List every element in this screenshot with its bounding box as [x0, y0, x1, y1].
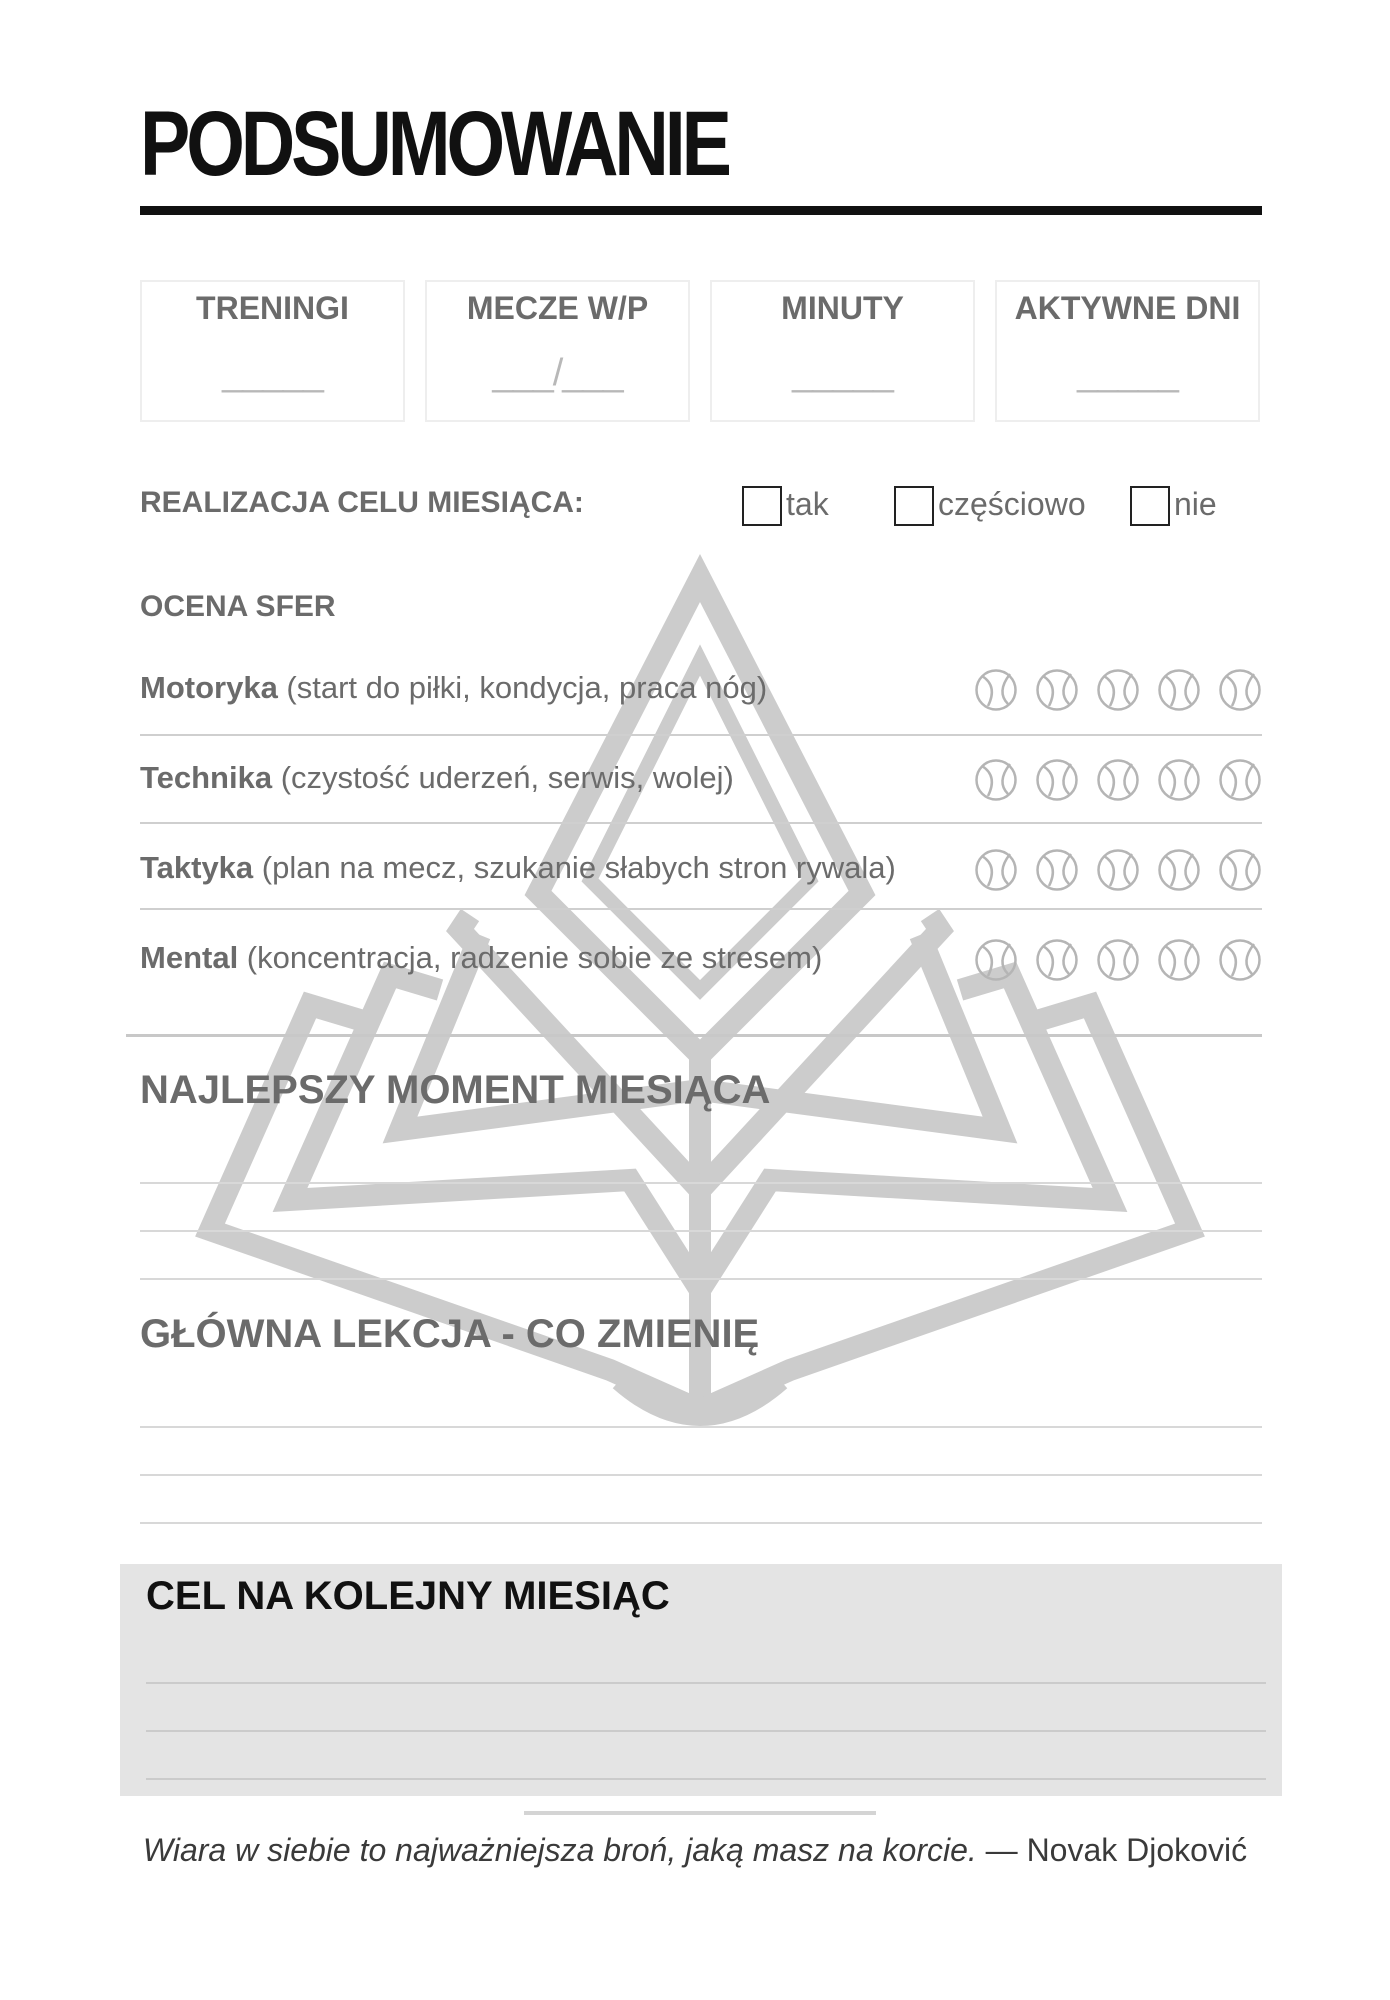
sphere-name: Technika: [140, 760, 273, 795]
stat-label: TRENINGI: [196, 290, 349, 326]
write-line[interactable]: [140, 1278, 1262, 1280]
checkbox-tak[interactable]: [742, 486, 782, 526]
stat-label: MECZE W/P: [466, 290, 649, 326]
tennis-ball-icon[interactable]: [974, 758, 1018, 802]
tennis-ball-icon[interactable]: [1157, 668, 1201, 712]
tennis-ball-icon[interactable]: [1218, 758, 1262, 802]
tennis-ball-icon[interactable]: [1096, 848, 1140, 892]
write-line[interactable]: [146, 1778, 1266, 1780]
tennis-ball-icon[interactable]: [1035, 758, 1079, 802]
tennis-ball-icon[interactable]: [1218, 668, 1262, 712]
tennis-ball-icon[interactable]: [1157, 938, 1201, 982]
sphere-text: [140, 760, 734, 796]
rating-balls: [957, 848, 1262, 892]
sphere-desc: (start do piłki, kondycja, praca nóg): [277, 670, 768, 705]
sphere-name: Motoryka: [140, 670, 278, 705]
quote-divider: [524, 1811, 876, 1815]
rating-balls: [957, 938, 1262, 982]
quote: [0, 1832, 1390, 1869]
stat-label: MINUTY: [781, 290, 904, 326]
stat-blank: _____: [222, 352, 323, 394]
write-line[interactable]: [146, 1730, 1266, 1732]
checkbox-label-nie: nie: [1174, 486, 1217, 522]
rating-balls: [957, 668, 1262, 712]
sphere-text: [140, 850, 896, 886]
tennis-ball-icon[interactable]: [1218, 938, 1262, 982]
checkbox-label-czesciowo: częściowo: [938, 486, 1086, 522]
main-lesson-heading: GŁÓWNA LEKCJA - CO ZMIENIĘ: [140, 1312, 760, 1356]
tennis-ball-icon[interactable]: [1218, 848, 1262, 892]
tennis-ball-icon[interactable]: [1096, 938, 1140, 982]
sphere-desc: (czystość uderzeń, serwis, wolej): [272, 760, 734, 795]
write-line[interactable]: [140, 1182, 1262, 1184]
write-line[interactable]: [140, 1522, 1262, 1524]
checkbox-label-tak: tak: [786, 486, 829, 522]
best-moment-heading: NAJLEPSZY MOMENT MIESIĄCA: [140, 1068, 771, 1112]
write-line[interactable]: [146, 1682, 1266, 1684]
sphere-text: [140, 670, 767, 706]
sphere-desc: (koncentracja, radzenie sobie ze stresem): [238, 940, 823, 975]
write-line[interactable]: [140, 1230, 1262, 1232]
title-divider: [140, 206, 1262, 215]
sphere-row-technika: [140, 732, 1262, 822]
sphere-row-motoryka: [140, 642, 1262, 732]
stat-box-mecze[interactable]: [425, 280, 690, 422]
stat-blank: _____: [792, 352, 893, 394]
quote-text: Wiara w siebie to najważniejsza broń, jaką masz na korcie.: [142, 1832, 977, 1868]
checkbox-nie[interactable]: [1130, 486, 1170, 526]
stat-blank: _____: [1077, 352, 1178, 394]
quote-author: — Novak Djoković: [976, 1832, 1248, 1868]
goal-realization-label: REALIZACJA CELU MIESIĄCA:: [140, 486, 584, 519]
tennis-ball-icon[interactable]: [974, 848, 1018, 892]
spheres-heading: OCENA SFER: [140, 590, 336, 623]
tennis-ball-icon[interactable]: [1096, 758, 1140, 802]
tennis-ball-icon[interactable]: [974, 938, 1018, 982]
section-divider: [126, 1034, 1262, 1037]
sphere-desc: (plan na mecz, szukanie słabych stron rywala): [253, 850, 896, 885]
stat-box-treningi[interactable]: [140, 280, 405, 422]
sphere-row-mental: [140, 912, 1262, 1002]
sphere-name: Taktyka: [140, 850, 254, 885]
rating-balls: [957, 758, 1262, 802]
stat-box-minuty[interactable]: [710, 280, 975, 422]
sphere-text: [140, 940, 822, 976]
checkbox-czesciowo[interactable]: [894, 486, 934, 526]
tennis-ball-icon[interactable]: [974, 668, 1018, 712]
tennis-ball-icon[interactable]: [1096, 668, 1140, 712]
tennis-ball-icon[interactable]: [1157, 758, 1201, 802]
next-goal-heading: CEL NA KOLEJNY MIESIĄC: [146, 1574, 670, 1618]
row-divider: [140, 908, 1262, 910]
stat-box-aktywne-dni[interactable]: [995, 280, 1260, 422]
write-line[interactable]: [140, 1426, 1262, 1428]
stat-blank: ___/___: [492, 352, 623, 394]
tennis-ball-icon[interactable]: [1035, 938, 1079, 982]
tennis-ball-icon[interactable]: [1035, 668, 1079, 712]
sphere-row-taktyka: [140, 822, 1262, 912]
write-line[interactable]: [140, 1474, 1262, 1476]
tennis-ball-icon[interactable]: [1035, 848, 1079, 892]
next-goal-panel: [120, 1564, 1282, 1796]
sphere-name: Mental: [140, 940, 239, 975]
stat-label: AKTYWNE DNI: [1014, 290, 1241, 326]
page-title: PODSUMOWANIE: [140, 93, 728, 195]
tennis-ball-icon[interactable]: [1157, 848, 1201, 892]
